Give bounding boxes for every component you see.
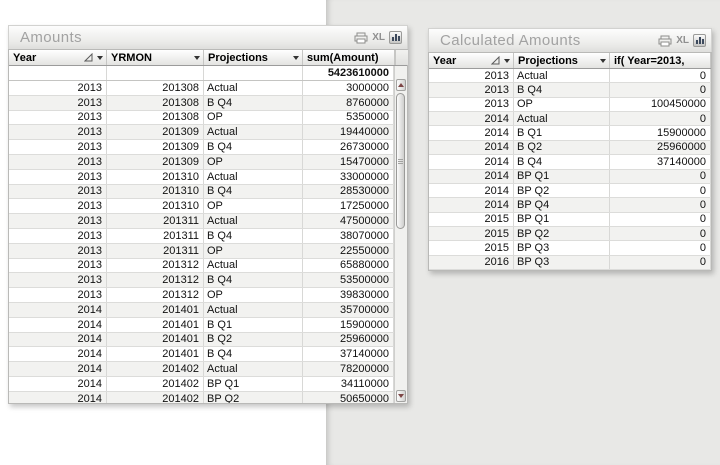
table-cell[interactable]: 2013 bbox=[9, 273, 107, 287]
table-cell[interactable]: B Q4 bbox=[204, 229, 303, 243]
table-cell[interactable]: 37140000 bbox=[303, 347, 394, 361]
table-cell[interactable]: 201309 bbox=[107, 140, 204, 154]
table-cell[interactable]: 53500000 bbox=[303, 273, 394, 287]
table-cell[interactable]: 2013 bbox=[9, 81, 107, 95]
table-cell[interactable]: 35700000 bbox=[303, 303, 394, 317]
table-cell[interactable]: 201308 bbox=[107, 111, 204, 125]
table-row[interactable] bbox=[9, 140, 394, 155]
table-cell[interactable]: BP Q1 bbox=[204, 377, 303, 391]
table-cell[interactable]: 2014 bbox=[9, 318, 107, 332]
table-cell[interactable]: Actual bbox=[204, 259, 303, 273]
table-cell[interactable]: 0 bbox=[610, 213, 711, 226]
table-cell[interactable]: B Q4 bbox=[514, 83, 610, 96]
table-cell[interactable]: 0 bbox=[610, 112, 711, 125]
table-cell[interactable]: 201402 bbox=[107, 377, 204, 391]
table-cell[interactable]: 2013 bbox=[9, 259, 107, 273]
table-cell[interactable]: 201311 bbox=[107, 214, 204, 228]
amounts-grid bbox=[8, 49, 408, 404]
fast-change-chart-icon[interactable] bbox=[693, 34, 706, 47]
table-cell[interactable]: 2014 bbox=[9, 333, 107, 347]
table-row[interactable] bbox=[9, 185, 394, 200]
table-cell[interactable]: 50650000 bbox=[303, 392, 394, 403]
table-cell[interactable]: 2013 bbox=[9, 140, 107, 154]
table-cell[interactable]: 2015 bbox=[429, 227, 514, 240]
table-row[interactable] bbox=[429, 155, 711, 169]
table-cell[interactable]: B Q4 bbox=[204, 185, 303, 199]
table-row[interactable] bbox=[9, 362, 394, 377]
table-cell[interactable]: B Q4 bbox=[514, 155, 610, 168]
table-row[interactable] bbox=[429, 227, 711, 241]
table-row[interactable] bbox=[9, 111, 394, 126]
table-cell[interactable]: 15900000 bbox=[610, 126, 711, 139]
table-row[interactable] bbox=[9, 155, 394, 170]
table-row[interactable] bbox=[429, 213, 711, 227]
table-cell[interactable]: OP bbox=[204, 155, 303, 169]
table-row[interactable] bbox=[9, 170, 394, 185]
table-cell[interactable]: 201311 bbox=[107, 229, 204, 243]
table-cell[interactable]: 2013 bbox=[429, 69, 514, 82]
table-row[interactable] bbox=[9, 273, 394, 288]
table-row[interactable] bbox=[429, 184, 711, 198]
table-cell[interactable]: 38070000 bbox=[303, 229, 394, 243]
table-cell[interactable]: 2013 bbox=[9, 96, 107, 110]
total-cell bbox=[204, 66, 303, 80]
table-row[interactable] bbox=[9, 199, 394, 214]
table-cell[interactable]: 2013 bbox=[429, 98, 514, 111]
table-cell[interactable]: 201312 bbox=[107, 288, 204, 302]
column-header-yrmon[interactable] bbox=[107, 50, 204, 65]
table-cell[interactable]: 2013 bbox=[9, 199, 107, 213]
table-cell[interactable]: 201401 bbox=[107, 318, 204, 332]
table-cell[interactable]: 39830000 bbox=[303, 288, 394, 302]
table-row[interactable] bbox=[429, 126, 711, 140]
total-cell bbox=[107, 66, 204, 80]
table-cell[interactable]: B Q1 bbox=[204, 318, 303, 332]
table-cell[interactable]: B Q4 bbox=[204, 347, 303, 361]
amounts-rows bbox=[9, 81, 394, 403]
table-row[interactable] bbox=[429, 198, 711, 212]
column-header-projections[interactable] bbox=[514, 53, 610, 68]
table-row[interactable] bbox=[429, 98, 711, 112]
vertical-scrollbar[interactable] bbox=[394, 66, 407, 403]
table-row[interactable] bbox=[9, 333, 394, 348]
table-cell[interactable]: 2015 bbox=[429, 213, 514, 226]
table-cell[interactable]: 26730000 bbox=[303, 140, 394, 154]
table-cell[interactable]: 2014 bbox=[9, 392, 107, 403]
table-row[interactable] bbox=[429, 170, 711, 184]
table-cell[interactable]: Actual bbox=[204, 362, 303, 376]
table-cell[interactable]: 2015 bbox=[429, 241, 514, 254]
calculated-amounts-table bbox=[428, 28, 712, 271]
table-cell[interactable]: 201309 bbox=[107, 155, 204, 169]
table-cell[interactable]: 201312 bbox=[107, 273, 204, 287]
table-cell[interactable]: 201312 bbox=[107, 259, 204, 273]
table-cell[interactable]: B Q4 bbox=[204, 140, 303, 154]
column-header-label: Projections bbox=[208, 51, 268, 64]
calculated-grid bbox=[428, 52, 712, 271]
table-row[interactable] bbox=[9, 392, 394, 403]
table-cell[interactable]: BP Q3 bbox=[514, 256, 610, 269]
dropdown-caret-icon[interactable] bbox=[194, 56, 200, 60]
table-cell[interactable]: 2014 bbox=[429, 126, 514, 139]
table-cell[interactable]: 2014 bbox=[429, 155, 514, 168]
table-cell[interactable]: 0 bbox=[610, 227, 711, 240]
table-cell[interactable]: 2013 bbox=[9, 111, 107, 125]
sort-ascending-icon bbox=[84, 53, 93, 62]
table-row[interactable] bbox=[429, 141, 711, 155]
table-cell[interactable]: 0 bbox=[610, 241, 711, 254]
column-header-label: Projections bbox=[518, 54, 578, 67]
table-cell[interactable]: 0 bbox=[610, 170, 711, 183]
export-excel-icon[interactable]: XL bbox=[372, 32, 385, 43]
table-cell[interactable]: Actual bbox=[204, 170, 303, 184]
column-header-sum-amount[interactable] bbox=[303, 50, 395, 65]
table-cell[interactable]: Actual bbox=[204, 303, 303, 317]
scroll-up-button[interactable] bbox=[396, 79, 406, 91]
table-cell[interactable]: B Q4 bbox=[204, 273, 303, 287]
table-cell[interactable]: 201309 bbox=[107, 125, 204, 139]
table-cell[interactable]: B Q4 bbox=[204, 96, 303, 110]
table-cell[interactable]: 2014 bbox=[9, 362, 107, 376]
table-cell[interactable]: OP bbox=[204, 111, 303, 125]
table-cell[interactable]: 201310 bbox=[107, 185, 204, 199]
dropdown-caret-icon[interactable] bbox=[293, 56, 299, 60]
table-cell[interactable]: OP bbox=[204, 244, 303, 258]
column-header-label: if( Year=2013, bbox=[614, 54, 685, 67]
header-scrollbar-spacer bbox=[395, 50, 408, 65]
table-cell[interactable]: 2016 bbox=[429, 256, 514, 269]
table-row[interactable] bbox=[9, 303, 394, 318]
table-row[interactable] bbox=[9, 81, 394, 96]
table-cell[interactable]: 2013 bbox=[9, 229, 107, 243]
table-cell[interactable]: BP Q3 bbox=[514, 241, 610, 254]
table-cell[interactable]: 2013 bbox=[9, 155, 107, 169]
scrollbar-thumb[interactable] bbox=[396, 93, 405, 229]
table-cell[interactable]: 25960000 bbox=[610, 141, 711, 154]
arrow-up-icon bbox=[398, 83, 404, 87]
table-cell[interactable]: 201401 bbox=[107, 303, 204, 317]
table-cell[interactable]: 2013 bbox=[9, 125, 107, 139]
table-cell[interactable]: Actual bbox=[204, 125, 303, 139]
total-sum-amount: 5423610000 bbox=[303, 66, 394, 80]
table-row[interactable] bbox=[9, 125, 394, 140]
column-header-year[interactable] bbox=[429, 53, 514, 68]
table-cell[interactable]: 17250000 bbox=[303, 199, 394, 213]
table-cell[interactable]: B Q1 bbox=[514, 126, 610, 139]
table-cell[interactable]: 0 bbox=[610, 69, 711, 82]
table-row[interactable] bbox=[429, 256, 711, 270]
amounts-header-row bbox=[9, 50, 407, 66]
table-cell[interactable]: 15470000 bbox=[303, 155, 394, 169]
table-cell[interactable]: 201308 bbox=[107, 96, 204, 110]
print-icon[interactable] bbox=[658, 35, 672, 47]
table-cell[interactable]: 2014 bbox=[9, 303, 107, 317]
table-cell[interactable]: 2014 bbox=[9, 377, 107, 391]
table-cell[interactable]: 2013 bbox=[9, 214, 107, 228]
table-cell[interactable]: Actual bbox=[204, 214, 303, 228]
table-cell[interactable]: 2014 bbox=[9, 347, 107, 361]
column-header-label: sum(Amount) bbox=[307, 51, 379, 64]
table-cell[interactable]: 201402 bbox=[107, 392, 204, 403]
table-cell[interactable]: B Q2 bbox=[204, 333, 303, 347]
table-cell[interactable]: 28530000 bbox=[303, 185, 394, 199]
table-cell[interactable]: 8760000 bbox=[303, 96, 394, 110]
amounts-caption-bar[interactable] bbox=[8, 25, 408, 49]
table-cell[interactable]: 2013 bbox=[9, 170, 107, 184]
table-row[interactable] bbox=[429, 112, 711, 126]
table-cell[interactable]: 201401 bbox=[107, 333, 204, 347]
table-cell[interactable]: 65880000 bbox=[303, 259, 394, 273]
print-icon[interactable] bbox=[354, 32, 368, 44]
sort-ascending-icon bbox=[491, 56, 500, 65]
table-cell[interactable]: 201311 bbox=[107, 244, 204, 258]
table-cell[interactable]: 37140000 bbox=[610, 155, 711, 168]
total-cell bbox=[9, 66, 107, 80]
table-row[interactable] bbox=[9, 214, 394, 229]
amounts-caption-icons bbox=[354, 31, 402, 44]
calculated-caption-icons bbox=[658, 34, 706, 47]
calculated-rows bbox=[429, 69, 711, 270]
table-cell[interactable]: OP bbox=[204, 199, 303, 213]
table-cell[interactable]: 2014 bbox=[429, 112, 514, 125]
calculated-title: Calculated Amounts bbox=[440, 31, 581, 49]
table-cell[interactable]: 0 bbox=[610, 83, 711, 96]
table-cell[interactable]: 201401 bbox=[107, 347, 204, 361]
calculated-header-row bbox=[429, 53, 711, 69]
table-cell[interactable]: 22550000 bbox=[303, 244, 394, 258]
table-row[interactable] bbox=[9, 244, 394, 259]
table-cell[interactable]: 2014 bbox=[429, 198, 514, 211]
table-row[interactable] bbox=[9, 229, 394, 244]
table-cell[interactable]: BP Q4 bbox=[514, 198, 610, 211]
table-row[interactable] bbox=[429, 241, 711, 255]
table-cell[interactable]: BP Q2 bbox=[204, 392, 303, 403]
column-header-year[interactable] bbox=[9, 50, 107, 65]
dropdown-caret-icon[interactable] bbox=[504, 59, 510, 63]
scroll-down-button[interactable] bbox=[396, 390, 406, 402]
export-excel-icon[interactable]: XL bbox=[676, 35, 689, 46]
dropdown-caret-icon[interactable] bbox=[97, 56, 103, 60]
calculated-caption-bar[interactable] bbox=[428, 28, 712, 52]
table-cell[interactable]: BP Q2 bbox=[514, 184, 610, 197]
table-cell[interactable]: BP Q1 bbox=[514, 213, 610, 226]
table-cell[interactable]: 33000000 bbox=[303, 170, 394, 184]
table-cell[interactable]: 100450000 bbox=[610, 98, 711, 111]
amounts-totals-row bbox=[9, 66, 394, 81]
column-header-label: YRMON bbox=[111, 51, 152, 64]
amounts-title: Amounts bbox=[20, 28, 82, 46]
table-cell[interactable]: 2014 bbox=[429, 184, 514, 197]
table-cell[interactable]: 2013 bbox=[9, 244, 107, 258]
table-cell[interactable]: 15900000 bbox=[303, 318, 394, 332]
table-row[interactable] bbox=[429, 69, 711, 83]
table-cell[interactable]: 3000000 bbox=[303, 81, 394, 95]
column-header-label: Year bbox=[433, 54, 457, 67]
table-cell[interactable]: 2014 bbox=[429, 141, 514, 154]
table-cell[interactable]: 25960000 bbox=[303, 333, 394, 347]
amounts-table bbox=[8, 25, 408, 404]
table-row[interactable] bbox=[9, 96, 394, 111]
table-cell[interactable]: Actual bbox=[204, 81, 303, 95]
table-cell[interactable]: B Q2 bbox=[514, 141, 610, 154]
table-row[interactable] bbox=[9, 318, 394, 333]
fast-change-chart-icon[interactable] bbox=[389, 31, 402, 44]
table-row[interactable] bbox=[429, 83, 711, 97]
arrow-down-icon bbox=[398, 394, 404, 398]
table-cell[interactable]: OP bbox=[204, 288, 303, 302]
table-cell[interactable]: 47500000 bbox=[303, 214, 394, 228]
column-header-label: Year bbox=[13, 51, 37, 64]
table-cell[interactable]: 0 bbox=[610, 184, 711, 197]
table-cell[interactable]: OP bbox=[514, 98, 610, 111]
table-cell[interactable]: 2013 bbox=[429, 83, 514, 96]
dropdown-caret-icon[interactable] bbox=[600, 59, 606, 63]
table-row[interactable] bbox=[9, 259, 394, 274]
table-cell[interactable]: 201308 bbox=[107, 81, 204, 95]
table-cell[interactable]: 78200000 bbox=[303, 362, 394, 376]
table-cell[interactable]: 19440000 bbox=[303, 125, 394, 139]
table-cell[interactable]: 2014 bbox=[429, 170, 514, 183]
table-cell[interactable]: 0 bbox=[610, 198, 711, 211]
table-cell[interactable]: 201402 bbox=[107, 362, 204, 376]
table-row[interactable] bbox=[9, 347, 394, 362]
table-cell[interactable]: BP Q1 bbox=[514, 170, 610, 183]
column-header-projections[interactable] bbox=[204, 50, 303, 65]
table-cell[interactable]: 34110000 bbox=[303, 377, 394, 391]
table-cell[interactable]: 201310 bbox=[107, 199, 204, 213]
table-cell[interactable]: BP Q2 bbox=[514, 227, 610, 240]
table-row[interactable] bbox=[9, 288, 394, 303]
table-cell[interactable]: 201310 bbox=[107, 170, 204, 184]
table-cell[interactable]: Actual bbox=[514, 69, 610, 82]
table-cell[interactable]: Actual bbox=[514, 112, 610, 125]
table-cell[interactable]: 5350000 bbox=[303, 111, 394, 125]
table-cell[interactable]: 2013 bbox=[9, 185, 107, 199]
table-cell[interactable]: 2013 bbox=[9, 288, 107, 302]
table-cell[interactable]: 0 bbox=[610, 256, 711, 269]
column-header-if-expression[interactable] bbox=[610, 53, 711, 68]
table-row[interactable] bbox=[9, 377, 394, 392]
